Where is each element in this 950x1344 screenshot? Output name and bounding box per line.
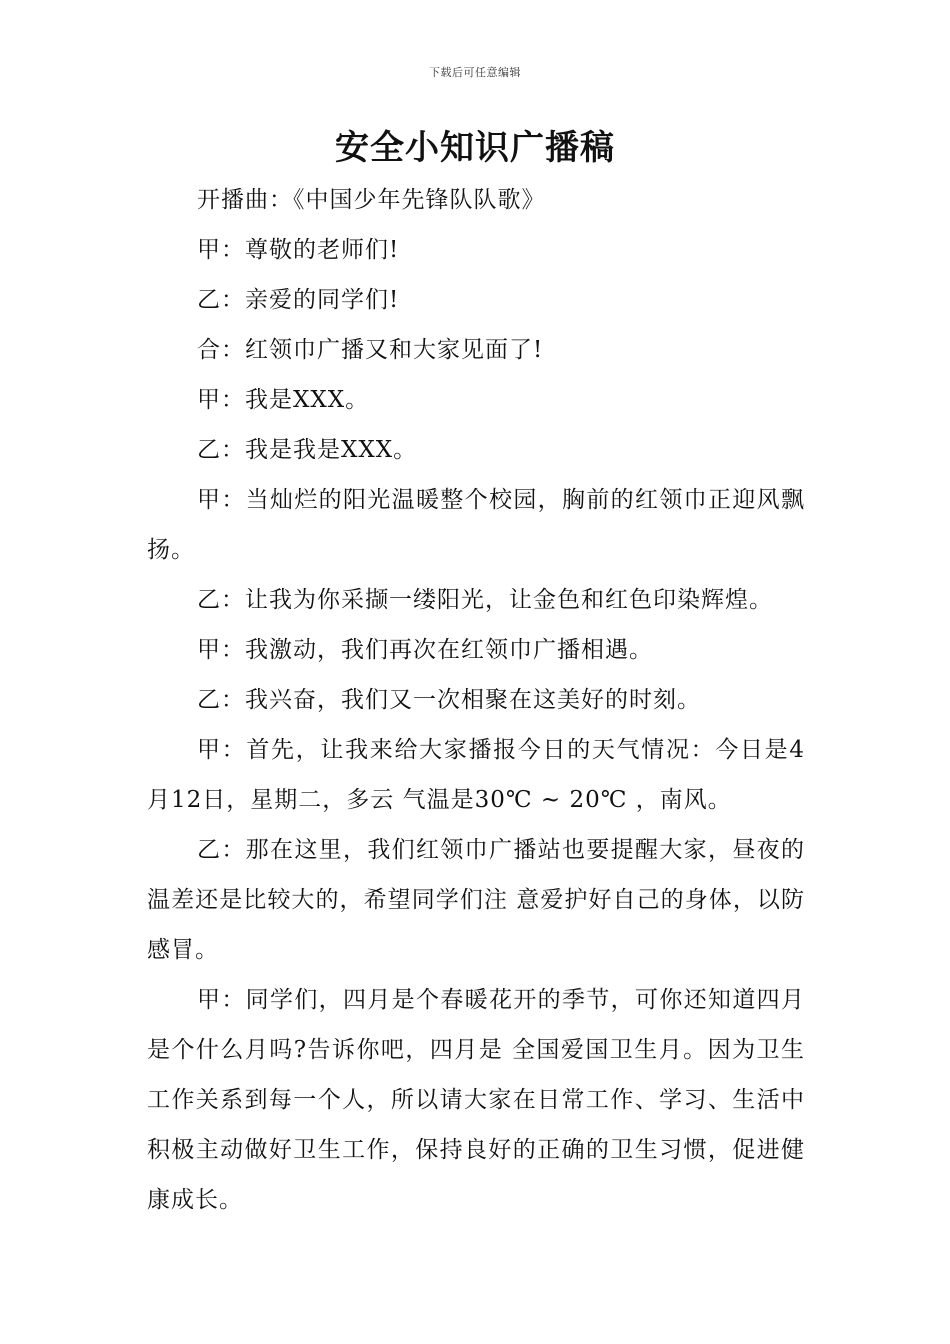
header-note: 下载后可任意编辑 — [429, 66, 521, 79]
paragraph: 甲：我是XXX。 — [197, 387, 370, 413]
paragraph: 乙：亲爱的同学们! — [197, 287, 400, 313]
paragraph: 乙：那在这里，我们红领巾广播站也要提醒大家，昼夜的温差还是比较大的，希望同学们注 意爱护好自己的身体，以防感冒。 — [147, 837, 805, 963]
paragraph: 甲：当灿烂的阳光温暖整个校园，胸前的红领巾正迎风飘扬。 — [147, 487, 805, 563]
paragraph: 乙：我兴奋，我们又一次相聚在这美好的时刻。 — [197, 687, 701, 713]
paragraph: 甲：尊敬的老师们! — [197, 237, 400, 263]
paragraph: 开播曲：《中国少年先锋队队歌》 — [197, 187, 546, 213]
paragraph: 甲：首先，让我来给大家播报今日的天气情况：今日是4月12日，星期二，多云 气温是30℃ ~ 20℃ ，南风。 — [147, 737, 805, 813]
paragraph: 乙：我是我是XXX。 — [197, 437, 418, 463]
document-title: 安全小知识广播稿 — [335, 128, 615, 168]
paragraph: 甲：同学们，四月是个春暖花开的季节，可你还知道四月是个什么月吗?告诉你吧，四月是 全国爱国卫生月。因为卫生工作关系到每一个人，所以请大家在日常工作、学习、生活中积极主动做好卫生工作，保持良好的正确的卫生习惯，促进健康成长。 — [147, 987, 805, 1213]
document-body — [147, 175, 805, 1225]
paragraph: 甲：我激动，我们再次在红领巾广播相遇。 — [197, 637, 653, 663]
paragraph: 乙：让我为你采撷一缕阳光，让金色和红色印染辉煌。 — [197, 587, 773, 613]
paragraph: 合：红领巾广播又和大家见面了! — [197, 337, 544, 363]
